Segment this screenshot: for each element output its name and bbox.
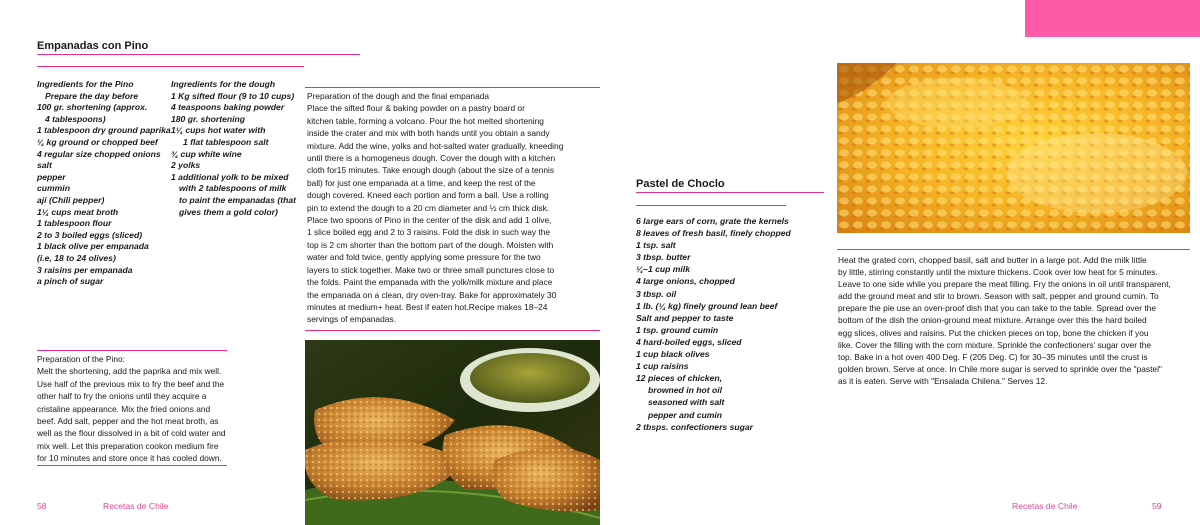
paragraph-line: Use half of the previous mix to fry the beef and the: [37, 378, 225, 389]
paragraph-line: inside the crater and mix with both hands until you obtain a sandy: [307, 128, 550, 139]
list-item: 4 teaspoons baking powder: [171, 102, 285, 113]
list-item: 1¼ cups meat broth: [37, 206, 119, 217]
page-number-left: 58: [37, 501, 47, 511]
list-item: 1 cup black olives: [636, 349, 710, 360]
dough-preparation: [307, 90, 599, 326]
list-item: 180 gr. shortening: [171, 113, 246, 124]
list-item: 4 tablespoons): [45, 113, 106, 124]
pino-prep-rule-top: [37, 350, 227, 351]
paragraph-line: prepare the pie use an oven-proof dish that you can take to the table. Spread over the: [838, 303, 1156, 314]
list-item: ¼ kg ground or chopped beef: [37, 136, 158, 147]
pino-preparation: [37, 353, 237, 465]
list-item: seasoned with salt: [648, 397, 725, 408]
list-item: 1 lb. (¼ kg) finely ground lean beef: [636, 300, 778, 311]
paragraph-line: the folds. Paint the empanada with the yolk/milk mixture and place: [307, 277, 553, 288]
recipe-title-empanadas: Empanadas con Pino: [37, 40, 149, 52]
list-item: Ingredients for the dough: [171, 79, 276, 89]
paragraph-line: Leave to one side while you prepare the meat filling. Fry the onions in oil until transparent,: [838, 279, 1171, 290]
paragraph-line: egg slices, olives and raisins. Put the chicken pieces on top, bone the chicken if you: [838, 327, 1149, 338]
list-item: 1 flat tablespoon salt: [183, 136, 269, 147]
list-item: 3 tbsp. oil: [636, 288, 677, 299]
section-heading: Preparation of the Pino:: [37, 354, 125, 364]
empanadas-illustration: [305, 340, 600, 525]
list-item: 1 tsp. salt: [636, 240, 676, 251]
paragraph-line: minutes at medium+ heat. Best if eaten hot.Recipe makes 18–24: [307, 301, 548, 312]
instructions-rule-top: [837, 249, 1190, 250]
paragraph-line: layers to stick together. Make two or three small punctures close to: [307, 264, 555, 275]
paragraph-line: top. Bake in a hot oven 400 Deg. F (205 Deg. C) for 30–35 minutes until the crust is: [838, 351, 1148, 362]
list-item: 4 large onions, chopped: [636, 276, 735, 287]
list-item: pepper: [37, 171, 66, 182]
list-item: ají (Chili pepper): [37, 194, 105, 205]
pino-ingredients-list: [37, 79, 171, 288]
paragraph-line: by little, stirring constantly until the mixture thickens. Cook over low heat for 5 minutes.: [838, 267, 1158, 278]
list-item: (i.e, 18 to 24 olives): [37, 252, 116, 263]
paragraph-line: Heat the grated corn, chopped basil, salt and butter in a large pot. Add the milk little: [838, 255, 1147, 265]
book-title-right: Recetas de Chile: [1012, 501, 1078, 511]
list-item: 100 gr. shortening (approx.: [37, 102, 148, 113]
paragraph-line: water and fold twice, gently applying some pressure for the two: [307, 252, 541, 263]
paragraph-line: for 10 minutes and store once it has cooled down.: [37, 453, 222, 464]
title-rule: [37, 54, 360, 55]
paragraph-line: 1 slice boiled egg and 2 to 3 raisins. Fold the disk in such way the: [307, 227, 551, 238]
paragraph-line: like. Cover the filling with the corn mixture. Sprinkle the confectioners' sugar over the: [838, 339, 1152, 350]
paragraph-line: pin to extend the dough to a 20 cm diameter and ½ cm thick disk.: [307, 202, 550, 213]
paragraph-line: Melt the shortening, add the paprika and mix well.: [37, 366, 222, 377]
list-item: gives them a gold color): [179, 206, 278, 217]
paragraph-line: the empanada on a clean, dry oven-tray. Bake for approximately 30: [307, 289, 557, 300]
paragraph-line: as it is eaten. Serve with "Ensalada Chilena." Serves 12.: [838, 375, 1048, 386]
paragraph-line: top is 2 cm shorter than the bottom part of the dough. Moisten with: [307, 239, 554, 250]
paragraph-line: cristaline appearance. Mix the fried onions and: [37, 403, 211, 414]
section-heading: Preparation of the dough and the final empanada: [307, 91, 490, 101]
dough-prep-rule-bottom: [305, 330, 600, 331]
paragraph-line: Place two spoons of Pino in the center of the disk and add 1 olive,: [307, 215, 552, 226]
list-item: to paint the empanadas (that: [179, 194, 296, 205]
paragraph-line: golden brown. Serve at once. In Chile more sugar is served to sprinkle over the "pastel": [838, 363, 1162, 374]
list-item: salt: [37, 160, 52, 171]
list-item: ¾ cup white wine: [171, 148, 242, 159]
book-title-left: Recetas de Chile: [103, 501, 169, 511]
list-item: 1 additional yolk to be mixed: [171, 171, 289, 182]
title-rule-secondary: [37, 66, 304, 67]
page-number-right: 59: [1152, 501, 1162, 511]
paragraph-line: mixture. Add the wine, yolks and hot-salted water gradually, kneeding: [307, 140, 564, 151]
corn-illustration: [837, 63, 1190, 233]
list-item: cummin: [37, 183, 70, 194]
paragraph-line: cloth for15 minutes. Take enough dough (about the size of a tennis: [307, 165, 555, 176]
list-item: 3 raisins per empanada: [37, 264, 133, 275]
list-item: 4 regular size chopped onions: [37, 148, 161, 159]
list-item: Prepare the day before: [45, 90, 139, 101]
paragraph-line: servings of empanadas.: [307, 314, 396, 325]
recipe-title-pastel: Pastel de Choclo: [636, 178, 725, 190]
list-item: 8 leaves of fresh basil, finely chopped: [636, 228, 791, 239]
list-item: 1 Kg sifted flour (9 to 10 cups): [171, 90, 295, 101]
list-item: with 2 tablespoons of milk: [179, 183, 287, 194]
paragraph-line: dough covered. Kneed each portion and form a ball. Use a rolling: [307, 190, 549, 201]
paragraph-line: add the ground meat and stir to brown. Season with salt, pepper and ground cumin. To: [838, 291, 1159, 302]
list-item: 4 hard-boiled eggs, sliced: [636, 336, 742, 347]
list-item: 1 tablespoon dry ground paprika: [37, 125, 171, 136]
paragraph-line: beef. Add salt, pepper and the hot meat broth, as: [37, 416, 219, 427]
pastel-instructions: [838, 254, 1190, 387]
title-rule: [636, 192, 824, 193]
list-item: 12 pieces of chicken,: [636, 373, 722, 384]
paragraph-line: well as the flour dissolved in a bit of cold water and: [37, 428, 226, 439]
list-item: Ingredients for the Pino: [37, 79, 134, 89]
list-item: a pinch of sugar: [37, 276, 104, 287]
paragraph-line: until there is a homogeneus dough. Cover the dough with a kitchen: [307, 153, 556, 164]
list-item: 1¼ cups hot water with: [171, 125, 266, 136]
list-item: 1 tsp. ground cumin: [636, 324, 719, 335]
list-item: 6 large ears of corn, grate the kernels: [636, 216, 789, 226]
paragraph-line: mix well. Let this preparation cookon medium fire: [37, 440, 219, 451]
empanadas-photo: [305, 340, 600, 525]
list-item: 1 cup raisins: [636, 361, 689, 372]
paragraph-line: other half to fry the onions until they acquire a: [37, 391, 207, 402]
title-rule-secondary: [636, 205, 786, 206]
pastel-ingredients-list: [636, 215, 791, 433]
paragraph-line: ball) for just one empanada at a time, and keep the rest of the: [307, 177, 536, 188]
pino-prep-rule-bottom: [37, 465, 227, 466]
dough-ingredients-list: [171, 79, 296, 218]
list-item: ¼–1 cup milk: [636, 264, 690, 275]
list-item: 2 to 3 boiled eggs (sliced): [37, 229, 143, 240]
list-item: 2 tbsps. confectioners sugar: [636, 421, 754, 432]
list-item: pepper and cumin: [648, 409, 723, 420]
paragraph-line: bottom of the dish the onion-ground meat mixture. Arrange over this the hard boiled: [838, 315, 1147, 326]
dough-prep-rule-top: [305, 87, 600, 88]
list-item: 2 yolks: [171, 160, 201, 171]
list-item: browned in hot oil: [648, 385, 722, 396]
list-item: Salt and pepper to taste: [636, 312, 734, 323]
pastel-de-choclo-photo: [837, 63, 1190, 233]
list-item: 1 tablespoon flour: [37, 218, 112, 229]
paragraph-line: kitchen table, forming a volcano. Pour the hot melted shortening: [307, 115, 544, 126]
paragraph-line: Place the sifted flour & baking powder on a pastry board or: [307, 103, 525, 114]
pink-corner-tab: [1025, 0, 1200, 37]
list-item: 3 tbsp. butter: [636, 252, 691, 263]
list-item: 1 black olive per empanada: [37, 241, 149, 252]
